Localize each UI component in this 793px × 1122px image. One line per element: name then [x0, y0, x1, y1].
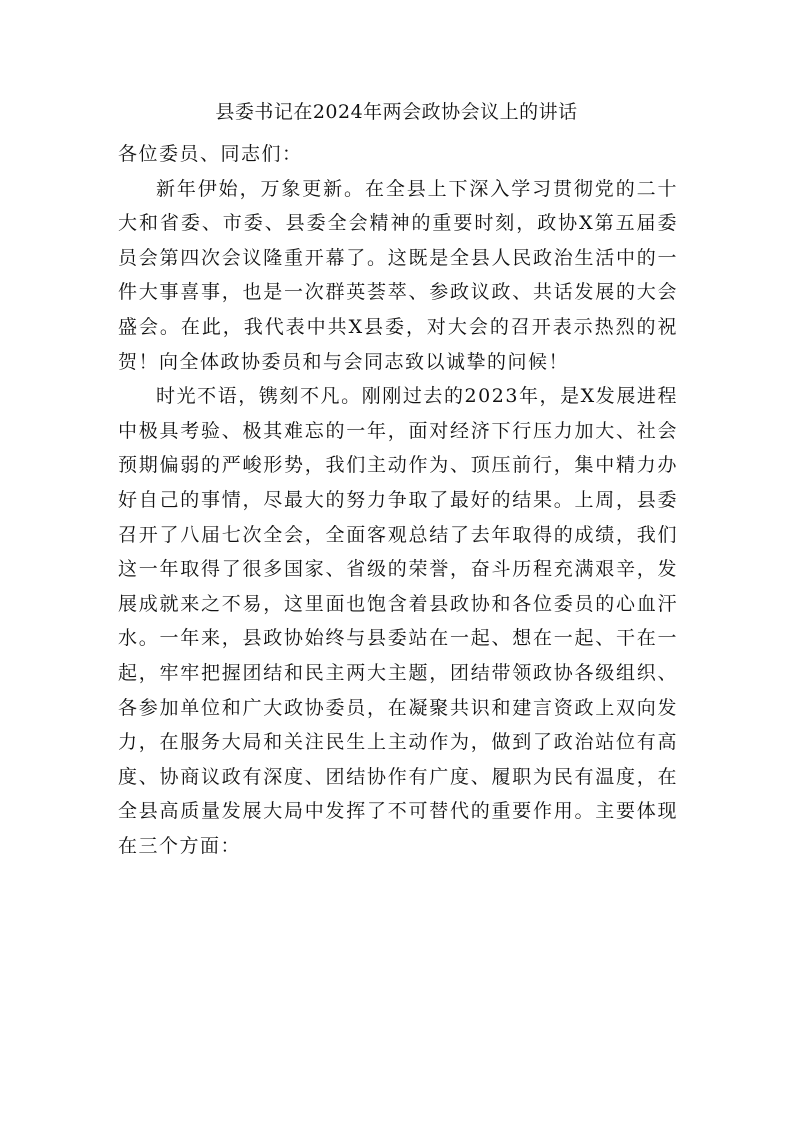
document-title: 县委书记在2024年两会政协会议上的讲话	[215, 101, 578, 123]
paragraph-review: 时光不语，镌刻不凡。刚刚过去的2023年，是X发展进程中极具考验、极其难忘的一年，面对经济下行压力加大、社会预期偏弱的严峻形势，我们主动作为、顶压前行，集中精力办好自己的事情，尽最大的努力争取了最好的结果。上周，县委召开了八届七次全会，全面客观总结了去年取得的成绩，我们这一年取得了很多国家、省级的荣誉，奋斗历程充满艰辛，发展成就来之不易，这里面也饱含着县政协和各位委员的心血汗水。一年来，县政协始终与县委站在一起、想在一起、干在一起，牢牢把握团结和民主两大主题，团结带领政协各级组织、各参加单位和广大政协委员，在凝聚共识和建言资政上双向发力，在服务大局和关注民生上主动作为，做到了政治站位有高度、协商议政有深度、团结协作有广度、履职为民有温度，在全县高质量发展大局中发挥了不可替代的重要作用。主要体现在三个方面：	[118, 385, 678, 857]
salutation: 各位委员、同志们：	[118, 143, 303, 165]
document-body	[118, 137, 678, 863]
paragraph-opening: 新年伊始，万象更新。在全县上下深入学习贯彻党的二十大和省委、市委、县委全会精神的重要时刻，政协X第五届委员会第四次会议隆重开幕了。这既是全县人民政治生活中的一件大事喜事，也是一次群英荟萃、参政议政、共话发展的大会盛会。在此，我代表中共X县委，对大会的召开表示热烈的祝贺！向全体政协委员和与会同志致以诚挚的问候！	[118, 177, 678, 373]
